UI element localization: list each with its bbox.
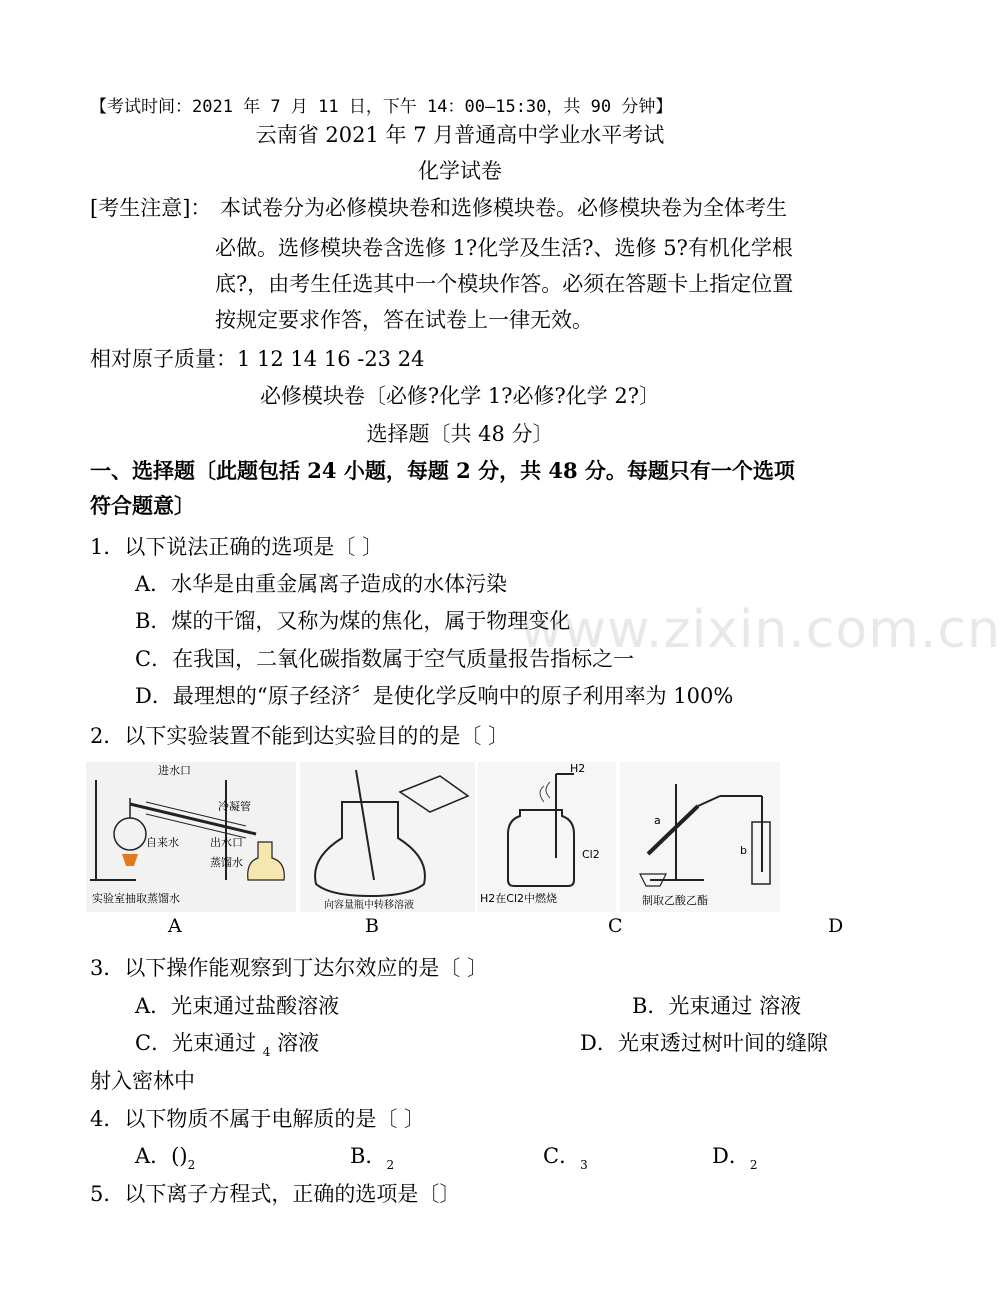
notice-line-1: 本试卷分为必修模块卷和选修模块卷。必修模块卷为全体考生 [220,196,787,220]
q4-stem: 4．以下物质不属于电解质的是〔 〕 [90,1107,426,1131]
gas-jar-icon [478,762,616,912]
q4-option-b [350,1140,394,1170]
fig-a-outlet-label: 出水口 [210,836,243,849]
fig-a-distilled-label: 蒸馏水 [210,856,243,869]
q4-option-c-text: C． [543,1144,581,1168]
q3-option-c [135,1027,319,1057]
q1-option-d: D．最理想的“原子经济〞是使化学反响中的原子利用率为 100% [135,684,734,708]
distillation-apparatus-icon [86,762,296,912]
fig-label-c: C [608,915,623,937]
q1-option-c: C．在我国，二氧化碳指数属于空气质量报告指标之一 [135,647,635,671]
q3-stem: 3．以下操作能观察到丁达尔效应的是〔 〕 [90,956,489,980]
subject-title: 化学试卷 [418,159,502,183]
fig-a-inlet-label: 进水口 [158,764,191,777]
volumetric-flask-icon [300,762,475,912]
figure-d-ethyl-acetate [620,762,780,912]
q4-option-d [712,1140,757,1170]
ester-apparatus-icon [620,762,780,912]
q4-option-d-text: D． [712,1144,750,1168]
q3-option-b: B．光束通过 溶液 [632,994,802,1018]
q4-option-c-subscript: 3 [580,1158,588,1172]
notice-label: [考生注意]： [90,196,212,220]
q4-option-a [135,1140,195,1170]
q4-option-d-subscript: 2 [749,1158,758,1172]
q4-option-a-subscript: 2 [187,1158,196,1172]
q3-option-c-subscript: 4 [262,1045,271,1059]
fig-label-d: D [828,915,844,937]
watermark: www.zixin.com.cn [520,600,1001,660]
figure-b-volumetric-flask [300,762,475,912]
fig-label-b: B [365,915,379,937]
fig-label-a: A [168,915,182,937]
q4-option-b-subscript: 2 [386,1158,395,1172]
section-heading-line-1: 一、选择题〔此题包括 24 小题，每题 2 分，共 48 分。每题只有一个选项 [90,458,795,483]
fig-a-caption: 实验室抽取蒸馏水 [92,892,180,905]
q3-option-d-continued: 射入密林中 [90,1069,195,1093]
q1-option-a: A．水华是由重金属离子造成的水体污染 [135,572,508,596]
fig-b-caption: 向容量瓶中转移溶液 [324,900,414,911]
fig-a-tap-water-label: 自来水 [146,836,179,849]
q1-stem: 1．以下说法正确的选项是〔 〕 [90,535,384,559]
fig-d-caption: 制取乙酸乙酯 [642,894,708,907]
section-heading-line-2: 符合题意〕 [90,493,195,518]
figure-c-h2-cl2 [478,762,616,912]
exam-time: 【考试时间：2021 年 7 月 11 日，下午 14：00—15:30，共 90 分钟】 [90,97,673,117]
q4-option-c [543,1140,588,1170]
figure-a-distillation [86,762,296,912]
q1-option-b: B．煤的干馏，又称为煤的焦化，属于物理变化 [135,609,571,633]
fig-d-b-label: b [740,844,747,857]
fig-c-h2-label: H2 [570,762,586,775]
notice-line-4: 按规定要求作答，答在试卷上一律无效。 [215,308,593,332]
q2-stem: 2．以下实验装置不能到达实验目的的是〔 〕 [90,724,510,748]
q4-option-a-text: A．() [135,1144,188,1168]
q5-stem: 5．以下离子方程式，正确的选项是〔〕 [90,1182,461,1206]
atomic-mass: 相对原子质量：1 12 14 16 -23 24 [90,347,425,371]
q3-option-c-text: C．光束通过 [135,1031,257,1055]
notice-line-3: 底?，由考生任选其中一个模块作答。必须在答题卡上指定位置 [215,272,794,296]
notice-line-2: 必做。选修模块卷含选修 1?化学及生活?、选修 5?有机化学根 [215,236,793,260]
exam-title: 云南省 2021 年 7 月普通高中学业水平考试 [255,123,665,147]
q3-option-d: D．光束透过树叶间的缝隙 [580,1031,828,1055]
fig-c-cl2-label: Cl2 [582,848,600,861]
fig-a-condenser-label: 冷凝管 [218,800,251,813]
q3-option-c-tail: 溶液 [277,1031,320,1055]
fig-c-caption: H2在Cl2中燃烧 [480,892,558,905]
part-title: 选择题〔共 48 分〕 [366,422,554,446]
q3-option-a: A．光束通过盐酸溶液 [135,994,340,1018]
q4-option-b-text: B． [350,1144,387,1168]
fig-d-a-label: a [654,814,661,827]
module-title: 必修模块卷〔必修?化学 1?必修?化学 2?〕 [259,384,661,408]
